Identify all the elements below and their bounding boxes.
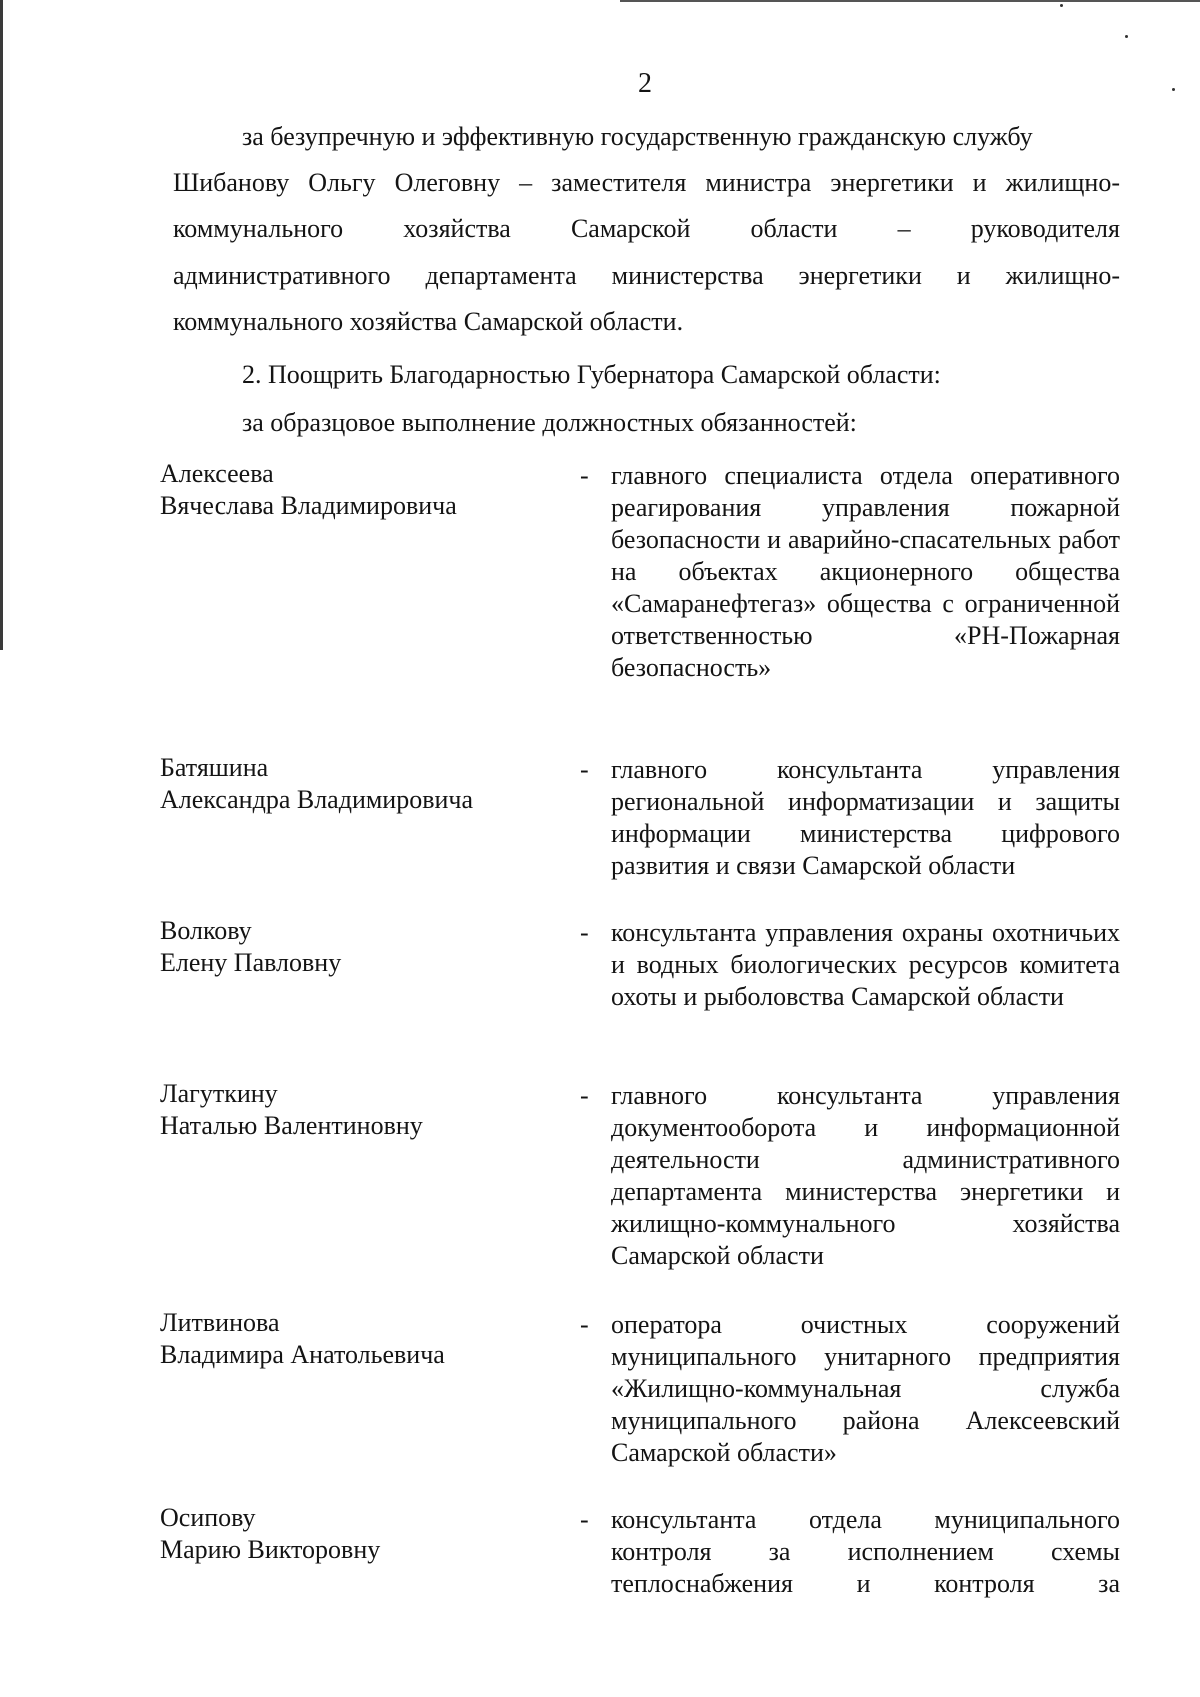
awardee-surname: Лагуткину xyxy=(160,1079,278,1108)
awardee-given-names: Вячеслава Владимировича xyxy=(160,491,457,520)
dash-separator: - xyxy=(580,1081,589,1110)
awardee-given-names: Александра Владимировича xyxy=(160,785,474,814)
awardee-name xyxy=(160,752,560,816)
awardee-surname: Алексеева xyxy=(160,459,274,488)
awardee-given-names: Владимира Анатольевича xyxy=(160,1340,445,1369)
awardee-surname: Волкову xyxy=(160,916,252,945)
section-subheading: за образцовое выполнение должностных обязанностей: xyxy=(242,408,857,437)
awardee-surname: Литвинова xyxy=(160,1308,280,1337)
awardee-surname: Батяшина xyxy=(160,753,269,782)
awardee-name xyxy=(160,1502,560,1566)
intro-line: коммунального хозяйства Самарской области. xyxy=(173,307,684,336)
dash-separator: - xyxy=(580,1310,589,1339)
awardee-position: консультанта отдела муниципального контроля за исполнением схемы теплоснабжения и контроля за xyxy=(611,1505,1120,1598)
intro-line: административного департамента министерства энергетики и жилищно- xyxy=(173,261,1120,290)
scan-top-line xyxy=(620,0,1200,2)
awardee-given-names: Марию Викторовну xyxy=(160,1535,381,1564)
awardee-position: главного консультанта управления региональной информатизации и защиты информации министерства цифрового развития и связи Самарской области xyxy=(611,755,1120,880)
page-number: 2 xyxy=(638,68,652,99)
awardee-position: консультанта управления охраны охотничьих и водных биологических ресурсов комитета охоты и рыболовства Самарской области xyxy=(611,918,1120,1011)
dash-separator: - xyxy=(580,1505,589,1534)
dash-separator: - xyxy=(580,918,589,947)
scan-speck xyxy=(1060,4,1063,7)
awardee-given-names: Наталью Валентиновну xyxy=(160,1111,423,1140)
intro-line: за безупречную и эффективную государственную гражданскую службу xyxy=(242,122,1033,151)
dash-separator: - xyxy=(580,461,589,490)
awardee-surname: Осипову xyxy=(160,1503,256,1532)
awardee-position: оператора очистных сооружений муниципального унитарного предприятия «Жилищно-коммунальная служба муниципального района Алексеевский Самарской области» xyxy=(611,1310,1120,1467)
awardee-given-names: Елену Павловну xyxy=(160,948,342,977)
intro-line: Шибанову Ольгу Олеговну – заместителя министра энергетики и жилищно- xyxy=(173,168,1120,197)
awardee-name xyxy=(160,1307,560,1371)
awardee-position: главного консультанта управления документооборота и информационной деятельности административного департамента министерства энергетики и жилищно-коммунального хозяйства Самарской области xyxy=(611,1081,1120,1270)
scan-speck xyxy=(1125,35,1128,38)
dash-separator: - xyxy=(580,755,589,784)
awardee-name xyxy=(160,458,560,522)
intro-line: коммунального хозяйства Самарской области – руководителя xyxy=(173,214,1120,243)
awardee-name xyxy=(160,1078,560,1142)
awardee-name xyxy=(160,915,560,979)
awardee-position: главного специалиста отдела оперативного реагирования управления пожарной безопасности и аварийно-спасательных работ на объектах акционерного общества «Самаранефтегаз» общества с ограниченной ответственностью «РН-Пожарная безопасность» xyxy=(611,461,1120,682)
section-heading: 2. Поощрить Благодарностью Губернатора Самарской области: xyxy=(242,360,941,389)
